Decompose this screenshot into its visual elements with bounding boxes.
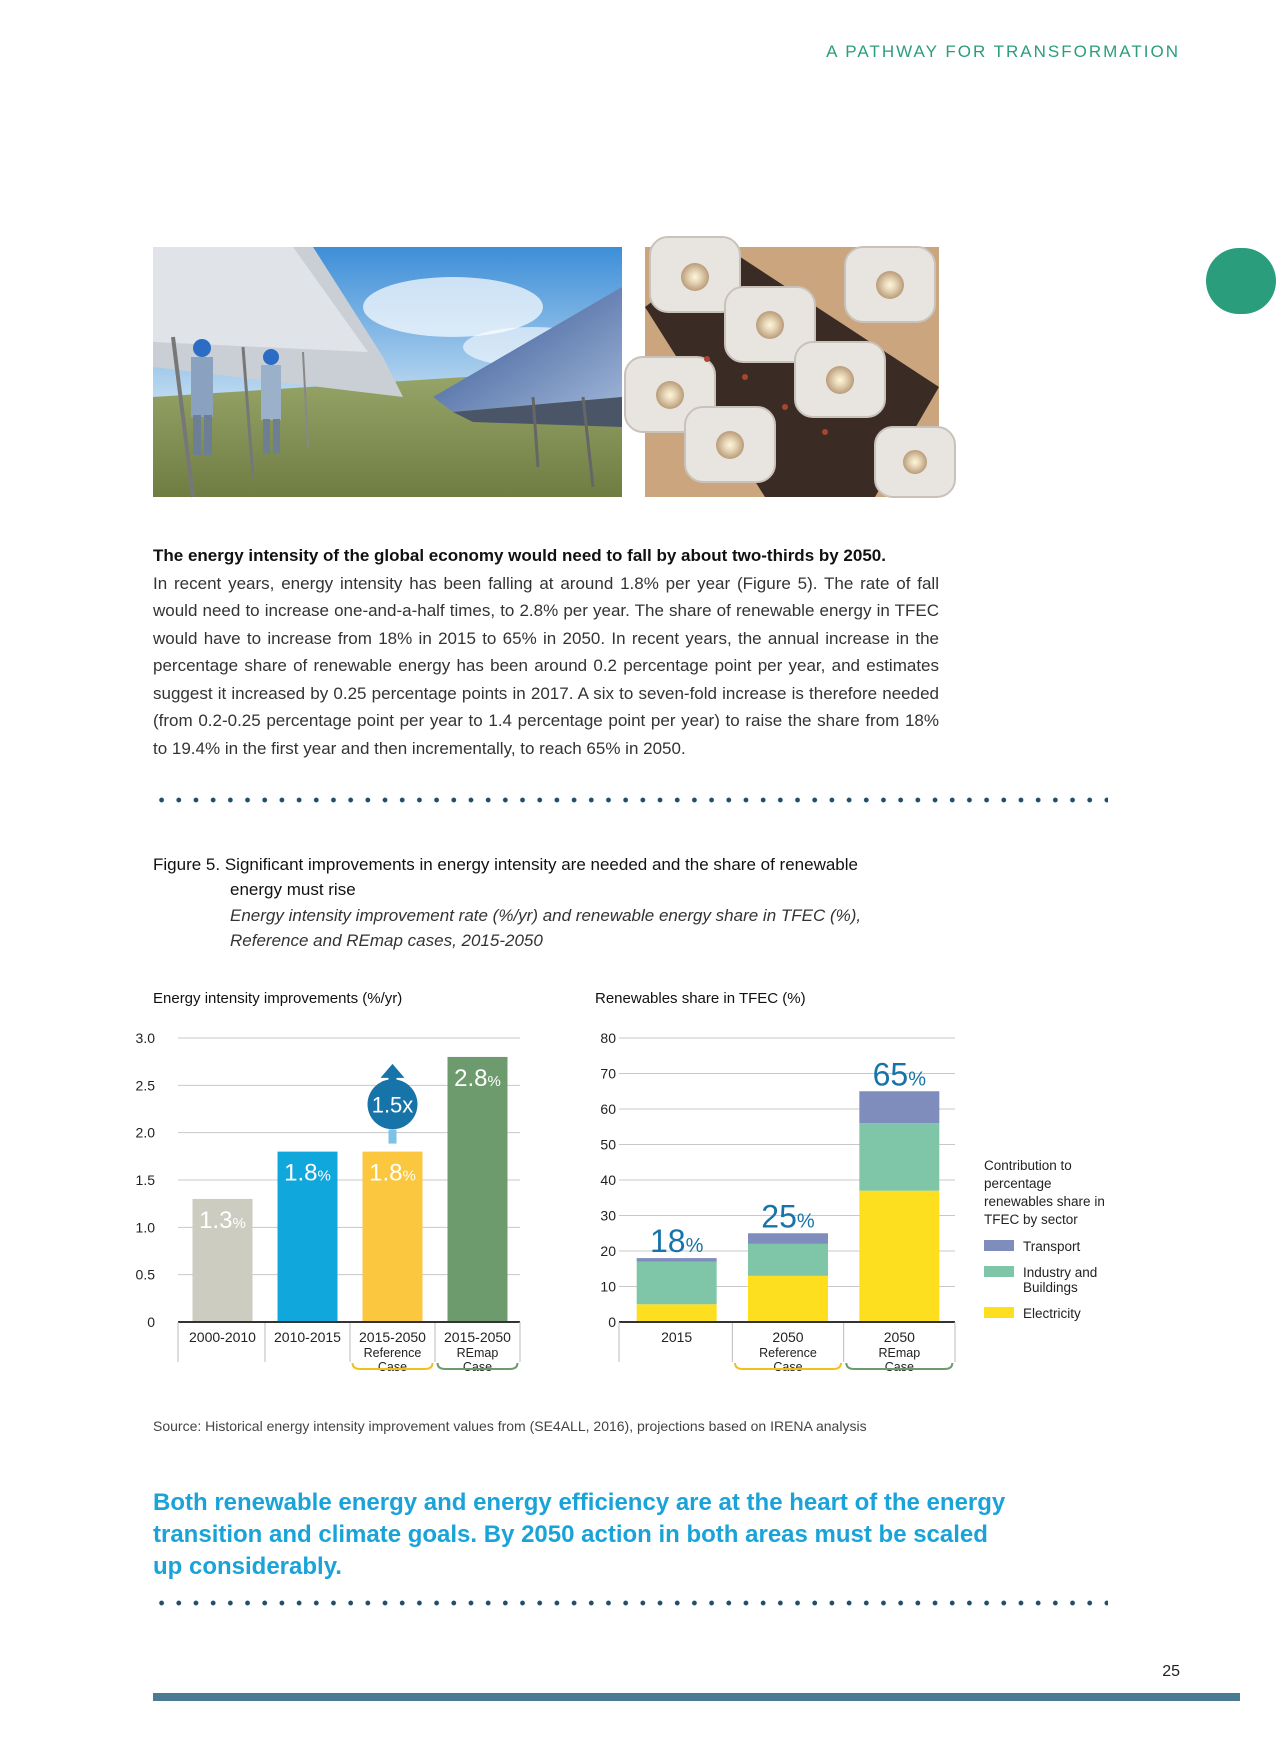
- body-paragraph: [153, 542, 939, 762]
- legend-swatch: [984, 1307, 1014, 1318]
- y-tick-label: 0.5: [135, 1266, 155, 1283]
- x-tick-label: 2010-2015: [274, 1329, 341, 1345]
- x-sublabel: Case: [377, 1360, 408, 1374]
- figure-title: [153, 852, 953, 902]
- x-sublabel: REmap: [456, 1346, 499, 1360]
- figure-subtitle-line1: Energy intensity improvement rate (%/yr) and renewable energy share in TFEC (%),: [230, 906, 862, 925]
- renewables-share-chart: [585, 1020, 1125, 1390]
- bar-value-label: 1.8%: [369, 1159, 416, 1187]
- y-tick-label: 70: [600, 1065, 616, 1082]
- legend-title: renewables share in: [984, 1194, 1105, 1209]
- stacked-segment-transport: [748, 1233, 828, 1244]
- solar-panels-photo: [153, 247, 622, 497]
- stacked-segment-industry-and-buildings: [748, 1244, 828, 1276]
- x-sublabel: Case: [773, 1360, 803, 1374]
- bar-value-label: 1.3%: [199, 1206, 246, 1234]
- stacked-segment-electricity: [859, 1191, 939, 1322]
- y-tick-label: 20: [600, 1243, 616, 1259]
- x-tick-label: 2015: [661, 1329, 693, 1345]
- right-chart-title: Renewables share in TFEC (%): [595, 990, 806, 1007]
- y-tick-label: 80: [600, 1030, 616, 1046]
- legend-label: Electricity: [1023, 1306, 1081, 1321]
- y-tick-label: 3.0: [135, 1030, 155, 1046]
- figure-title-line2: energy must rise: [230, 880, 356, 899]
- stacked-segment-industry-and-buildings: [859, 1123, 939, 1190]
- x-sublabel: Reference: [759, 1346, 817, 1360]
- led-lights-photo: [645, 247, 939, 497]
- y-tick-label: 2.5: [135, 1077, 155, 1094]
- footer-bar: [153, 1693, 1240, 1701]
- bar-total-label: 25%: [761, 1198, 815, 1235]
- y-tick-label: 1.0: [135, 1219, 155, 1236]
- x-sublabel: Case: [884, 1360, 914, 1374]
- y-tick-label: 10: [600, 1278, 616, 1295]
- stacked-segment-electricity: [748, 1276, 828, 1322]
- bar-value-label: 2.8%: [454, 1064, 501, 1092]
- annotation-arrow-stem: [389, 1077, 397, 1085]
- figure-subtitle-line2: Reference and REmap cases, 2015-2050: [230, 931, 543, 950]
- y-tick-label: 0: [608, 1314, 616, 1330]
- x-sublabel: Reference: [363, 1346, 422, 1360]
- y-tick-label: 30: [600, 1207, 616, 1224]
- stacked-segment-industry-and-buildings: [637, 1262, 717, 1305]
- legend-title: TFEC by sector: [984, 1212, 1078, 1227]
- figure-title-line1: Significant improvements in energy intensity are needed and the share of renewable: [224, 855, 858, 874]
- figure-number: Figure 5.: [153, 855, 221, 874]
- running-head: A PATHWAY FOR TRANSFORMATION: [826, 42, 1180, 61]
- figure-subtitle: [230, 903, 950, 953]
- source-note: Source: Historical energy intensity improvement values from (SE4ALL, 2016), projections based on IRENA analysis: [153, 1418, 867, 1434]
- x-tick-label: 2015-2050: [444, 1329, 511, 1345]
- x-tick-label: 2000-2010: [189, 1329, 256, 1345]
- body-lead-sentence: The energy intensity of the global economy would need to fall by about two-thirds by 2050.: [153, 546, 886, 565]
- annotation-label: 1.5x: [371, 1092, 414, 1118]
- x-tick-label: 2015-2050: [359, 1329, 426, 1345]
- annotation-arrow-head: [381, 1064, 405, 1078]
- energy-intensity-chart: [135, 1020, 540, 1390]
- bar-total-label: 18%: [649, 1223, 704, 1260]
- x-tick-label: 2050: [772, 1329, 804, 1345]
- legend-label: Industry and: [1023, 1265, 1098, 1280]
- annotation-arrow-fade: [389, 1130, 397, 1144]
- bar-total-label: 65%: [872, 1056, 927, 1093]
- y-tick-label: 60: [600, 1101, 616, 1117]
- legend-label: Transport: [1023, 1239, 1081, 1254]
- x-tick-label: 2050: [883, 1329, 915, 1345]
- x-sublabel: Case: [462, 1360, 493, 1374]
- callout-text: Both renewable energy and energy efficiency are at the heart of the energy transition and climate goals. By 2050 action in both areas must be scaled up considerably.: [153, 1489, 1006, 1580]
- dotted-divider: [153, 797, 1108, 803]
- y-tick-label: 1.5: [135, 1172, 155, 1188]
- page-number: 25: [1162, 1663, 1180, 1680]
- stacked-segment-electricity: [637, 1304, 717, 1322]
- legend-swatch: [984, 1240, 1014, 1251]
- legend-title: percentage: [984, 1176, 1052, 1191]
- legend-label: Buildings: [1023, 1280, 1078, 1295]
- bar-value-label: 1.8%: [284, 1159, 331, 1187]
- bar: [448, 1057, 508, 1322]
- dotted-divider-bottom: [153, 1600, 1108, 1606]
- y-tick-label: 50: [600, 1136, 616, 1153]
- x-sublabel: REmap: [878, 1346, 921, 1360]
- stacked-segment-transport: [859, 1091, 939, 1123]
- section-tab: [1206, 248, 1276, 314]
- legend-swatch: [984, 1266, 1014, 1277]
- left-chart-title: Energy intensity improvements (%/yr): [153, 990, 403, 1007]
- legend-title: Contribution to: [984, 1158, 1072, 1173]
- y-tick-label: 0: [147, 1314, 155, 1330]
- y-tick-label: 2.0: [135, 1124, 155, 1141]
- y-tick-label: 40: [600, 1172, 616, 1188]
- body-text: In recent years, energy intensity has been falling at around 1.8% per year (Figure 5). The rate of fall would need to increase one-and-a-half times, to 2.8% per year. The share of renewable energy in TFEC would have to increase from 18% in 2015 to 65% in 2050. In recent years, the annual increase in the percentage share of renewable energy has been around 0.2 percentage point per year, and estimates suggest it increased by 0.25 percentage points in 2017. A six to seven-fold increase is therefore needed (from 0.2-0.25 percentage point per year to 1.4 percentage point per year) to raise the share from 18% to 19.4% in the first year and then incrementally, to reach 65% in 2050.: [153, 573, 939, 758]
